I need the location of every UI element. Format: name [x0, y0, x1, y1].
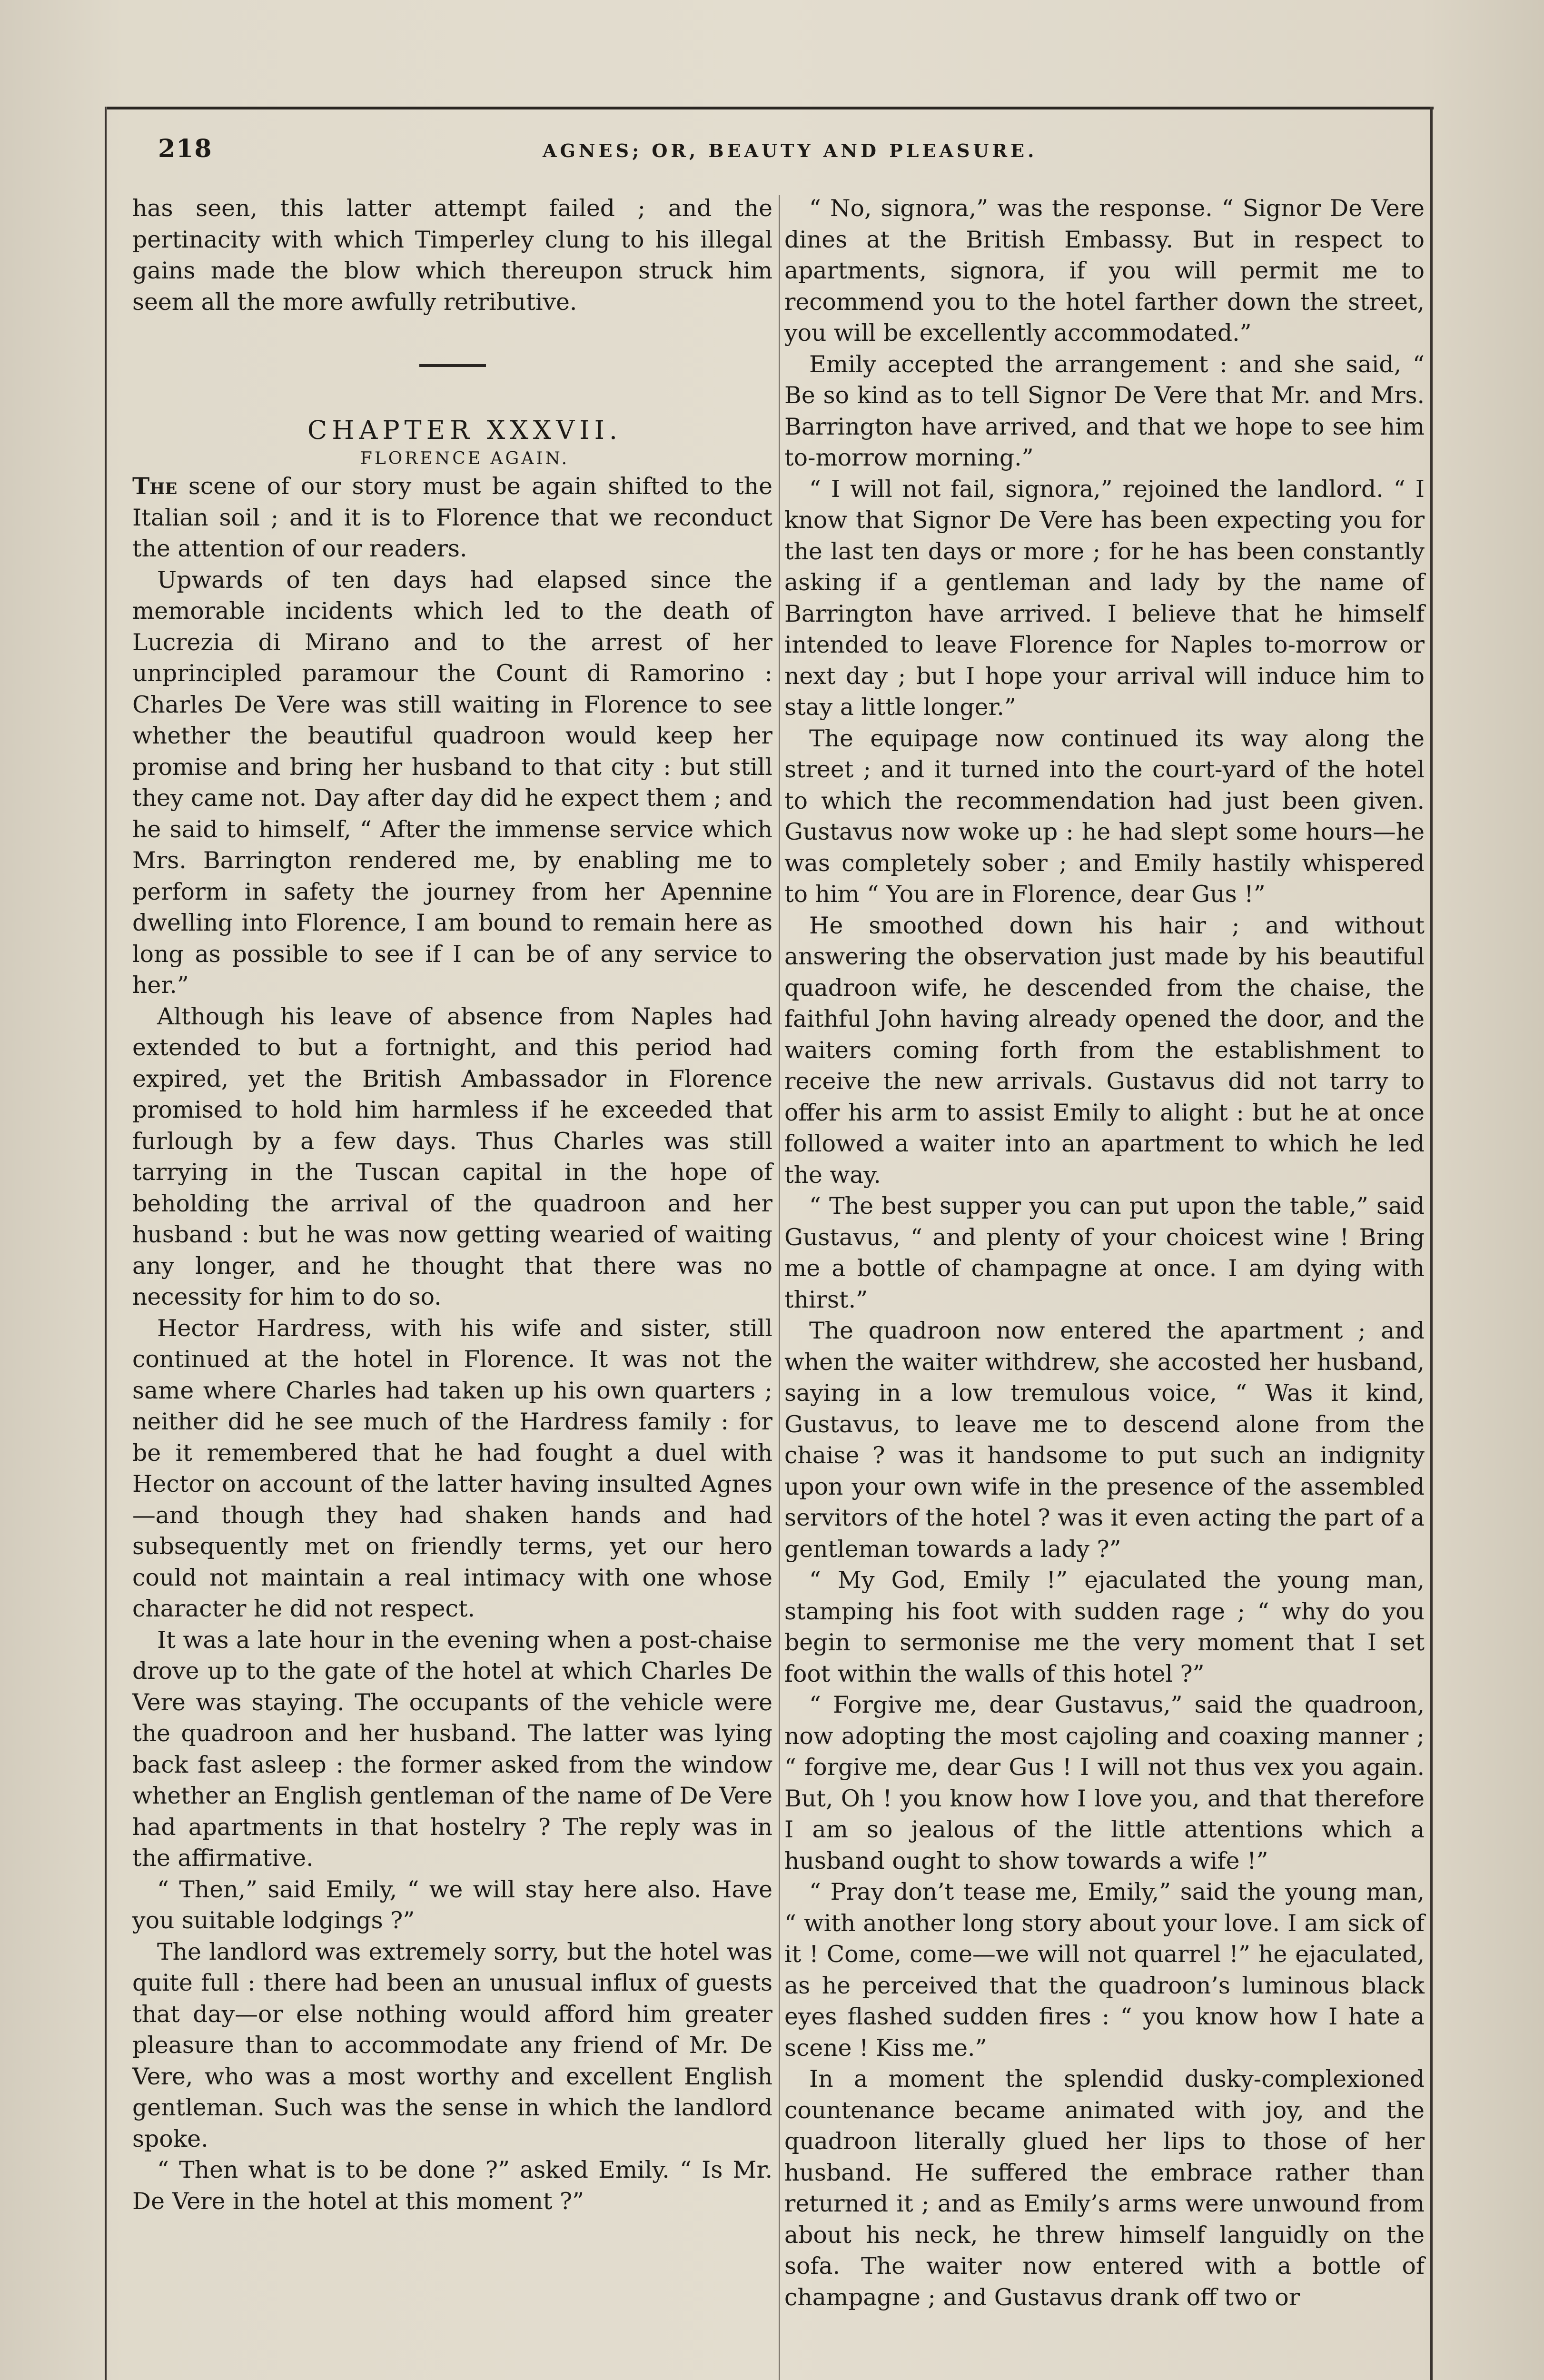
left-border-rule	[105, 107, 107, 2380]
paragraph: It was a late hour in the evening when a post-chaise drove up to the gate of the hotel at which Charles De Vere was staying. The occupants of the vehicle were the quadroon and her husband. The latter was lying back fast asleep : the former asked from the window whether an English gentleman of the name of De Vere had apartments in that hostelry ? The reply was in the affirmative.	[132, 1626, 772, 1872]
paragraph: The quadroon now entered the apartment ; and when the waiter withdrew, she accosted her husband, saying in a low tremulous voice, “ Was it kind, Gustavus, to leave me to descend alone from the chaise ? was it handsome to put such an indignity upon your own wife in the presence of the assembled servitors of the hotel ? was it even acting the part of a gentleman towards a lady ?”	[784, 1317, 1425, 1563]
paragraph: “ Forgive me, dear Gustavus,” said the quadroon, now adopting the most cajoling and coaxing manner ; “ forgive me, dear Gus ! I will not thus vex you again. But, Oh ! you know how I love you, and that therefore I am so jealous of the little attentions which a husband ought to show towards a wife !”	[784, 1691, 1425, 1874]
paragraph: “ Then,” said Emily, “ we will stay here also. Have you suitable lodgings ?”	[132, 1875, 772, 1934]
paragraph: In a moment the splendid dusky-complexioned countenance became animated with joy, and the quadroon literally glued her lips to those of her husband. He suffered the embrace rather than returned it ; and as Emily’s arms were unwound from about his neck, he threw himself languidly on the sofa. The waiter now entered with a bottle of champagne ; and Gustavus drank off two or	[784, 2065, 1425, 2311]
page-number: 218	[158, 134, 213, 163]
paragraph: The landlord was extremely sorry, but the hotel was quite full : there had been an unusual influx of guests that day—or else nothing would afford him greater pleasure than to accommodate any friend of Mr. De Vere, who was a most worthy and excellent English gentleman. Such was the sense in which the landlord spoke.	[132, 1938, 772, 2152]
chapter-subtitle: FLORENCE AGAIN.	[360, 449, 570, 468]
paragraph-text: scene of our story must be again shifted to the Italian soil ; and it is to Florence that we reconduct the attention of our readers.	[132, 473, 772, 562]
paragraph: “ Pray don’t tease me, Emily,” said the young man, “ with another long story about your love. I am sick of it ! Come, come—we will not quarrel !” he ejaculated, as he perceived that the quadroon’s luminous black eyes flashed sudden fires : “ you know how I hate a scene ! Kiss me.”	[784, 1878, 1425, 2062]
chapter-title: CHAPTER XXXVII.	[307, 415, 623, 445]
running-title: AGNES; OR, BEAUTY AND PLEASURE.	[543, 140, 1038, 161]
paragraph: “ I will not fail, signora,” rejoined the landlord. “ I know that Signor De Vere has been expecting you for the last ten days or more ; for he has been constantly asking if a gentleman and lady by the name of Barrington have arrived. I believe that he himself intended to leave Florence for Naples to-morrow or next day ; but I hope your arrival will induce him to stay a little longer.”	[784, 475, 1425, 721]
left-column	[132, 193, 772, 2217]
paragraph: “ The best supper you can put upon the table,” said Gustavus, “ and plenty of your choicest wine ! Bring me a bottle of champagne at once. I am dying with thirst.”	[784, 1192, 1425, 1313]
paragraph: The equipage now continued its way along the street ; and it turned into the court-yard of the hotel to which the recommendation had just been given. Gustavus now woke up : he had slept some hours—he was completely sober ; and Emily hastily whispered to him “ You are in Florence, dear Gus !”	[784, 724, 1425, 908]
page-header	[152, 134, 1425, 172]
right-column	[784, 193, 1425, 2313]
right-border-rule	[1430, 107, 1433, 2380]
paragraph: He smoothed down his hair ; and without answering the observation just made by his beautiful quadroon wife, he descended from the chaise, the faithful John having already opened the door, and the waiters coming forth from the establishment to receive the new arrivals. Gustavus did not tarry to offer his arm to assist Emily to alight : but he at once followed a waiter into an apartment to which he led the way.	[784, 912, 1425, 1189]
drop-lead-word: The	[132, 472, 178, 500]
column-divider	[779, 195, 780, 2380]
section-separator	[419, 364, 486, 367]
paragraph: “ Then what is to be done ?” asked Emily. “ Is Mr. De Vere in the hotel at this moment ?”	[132, 2156, 772, 2215]
paragraph: Upwards of ten days had elapsed since the memorable incidents which led to the death of Lucrezia di Mirano and to the arrest of her unprincipled paramour the Count di Ramorino : Charles De Vere was still waiting in Florence to see whether the beautiful quadroon would keep her promise and bring her husband to that city : but still they came not. Day after day did he expect them ; and he said to himself, “ After the immense service which Mrs. Barrington rendered me, by enabling me to perform in safety the journey from her Apennine dwelling into Florence, I am bound to remain here as long as possible to see if I can be of any service to her.”	[132, 566, 772, 999]
paragraph: Hector Hardress, with his wife and sister, still continued at the hotel in Florence. It was not the same where Charles had taken up his own quarters ; neither did he see much of the Hardress family : for be it remembered that he had fought a duel with Hector on account of the latter having insulted Agnes—and though they had shaken hands and had subsequently met on friendly terms, yet our hero could not maintain a real intimacy with one whose character he did not respect.	[132, 1314, 772, 1622]
top-rule	[107, 107, 1434, 109]
paragraph: Emily accepted the arrangement : and she said, “ Be so kind as to tell Signor De Vere that Mr. and Mrs. Barrington have arrived, and that we hope to see him to-morrow morning.”	[784, 350, 1425, 471]
paragraph: “ No, signora,” was the response. “ Signor De Vere dines at the British Embassy. But in respect to apartments, signora, if you will permit me to recommend you to the hotel farther down the street, you will be excellently accommodated.”	[784, 195, 1425, 347]
opening-paragraph	[132, 471, 772, 565]
paragraph: “ My God, Emily !” ejaculated the young man, stamping his foot with sudden rage ; “ why do you begin to sermonise me the very moment that I set foot within the walls of this hotel ?”	[784, 1567, 1425, 1687]
paragraph: Although his leave of absence from Naples had extended to but a fortnight, and this period had expired, yet the British Ambassador in Florence promised to hold him harmless if he exceeded that furlough by a few days. Thus Charles was still tarrying in the Tuscan capital in the hope of beholding the arrival of the quadroon and her husband : but he was now getting wearied of waiting any longer, and he thought that there was no necessity for him to do so.	[132, 1002, 772, 1310]
paragraph: has seen, this latter attempt failed ; and the pertinacity with which Timperley clung to his illegal gains made the blow which thereupon struck him seem all the more awfully retributive.	[132, 195, 772, 316]
